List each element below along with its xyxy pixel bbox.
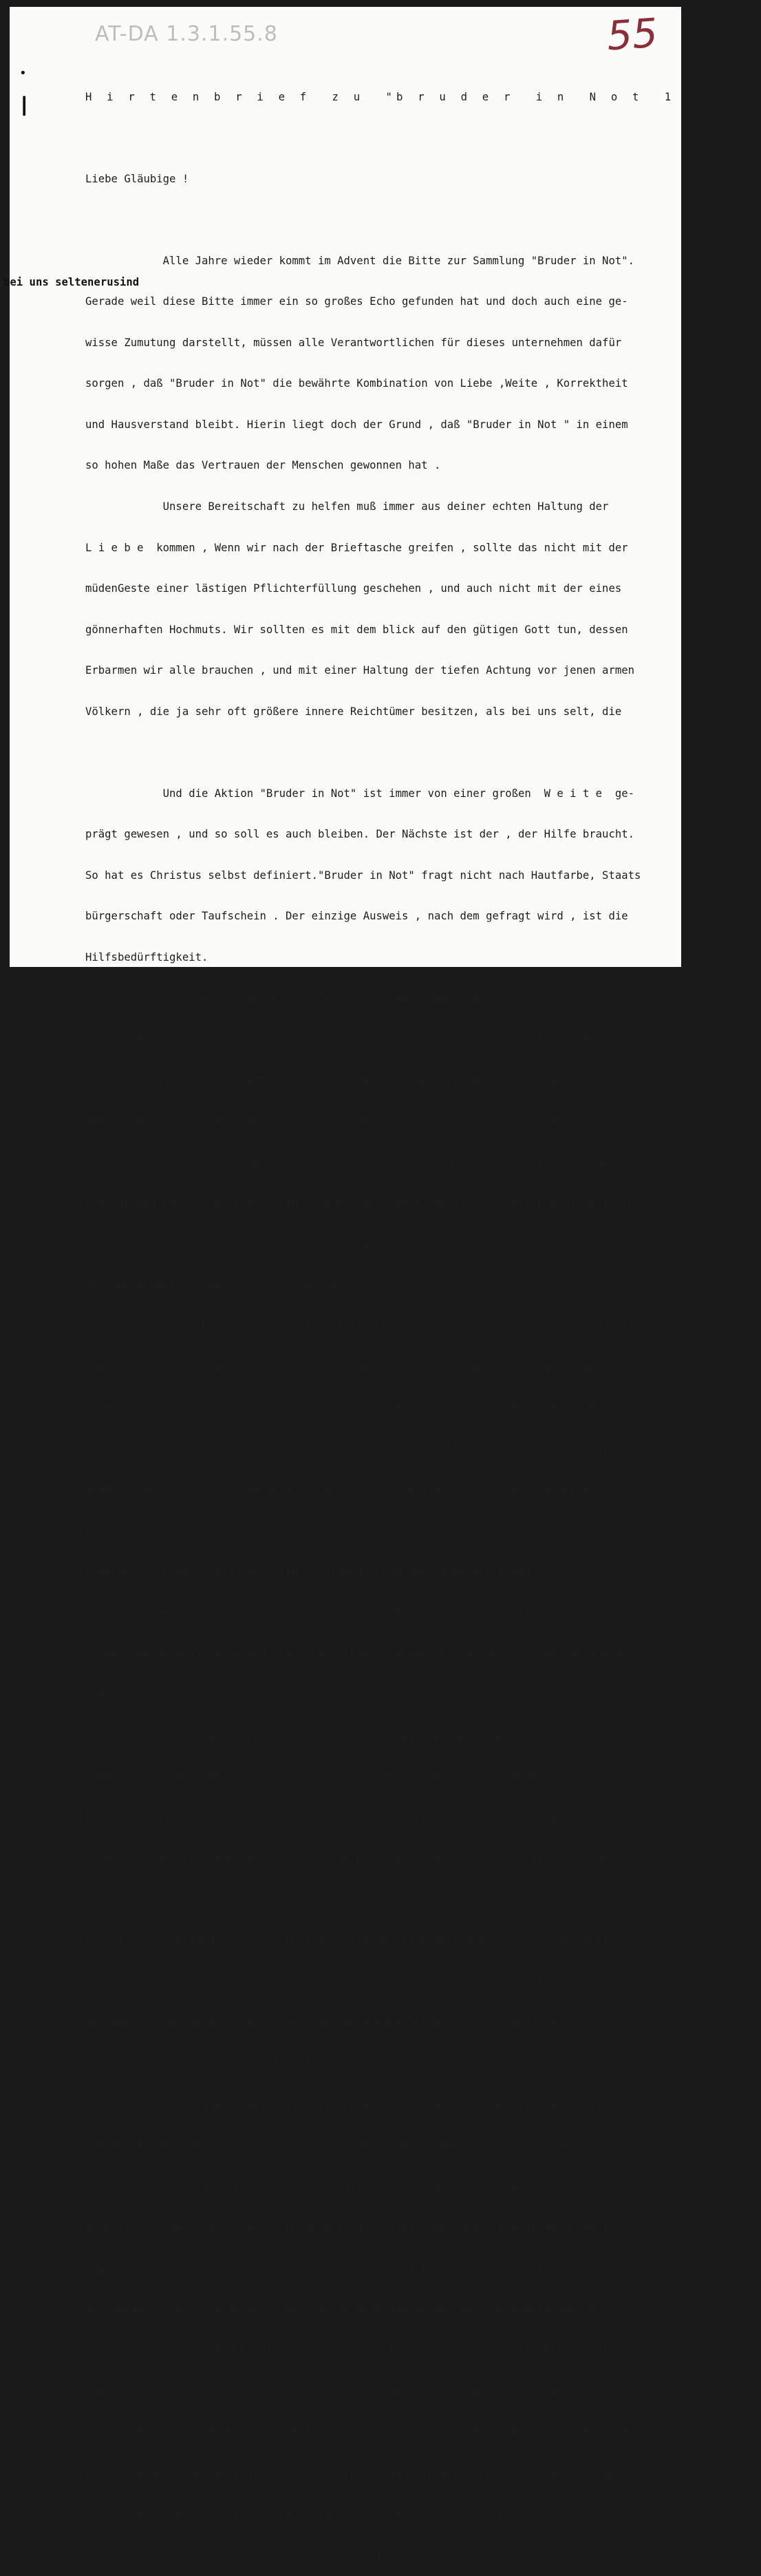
margin-mark: ┃: [19, 96, 30, 116]
text-line: Völkern , die ja sehr oft größere innere Reichtümer besitzen, als bei uns selt, die: [85, 705, 622, 718]
text-line: Hilfsbedürftigkeit.: [85, 950, 208, 964]
text-line: Überwachung der Mistellten Aufgaben geben soll. Wenn von Zeit zu Zeit Großprojekte in: [85, 1197, 634, 1210]
text-line: betreten wir übrigens die Spuren einer der großartigsten Frauen Tirols , der Mutter: [85, 1934, 622, 1947]
text-line: 1. Das erste Projekt betrifft Äthiopien . Es geht dabei um die Ausbildung: [85, 1729, 634, 1742]
salutation: Liebe Gläubige !: [85, 172, 189, 185]
text-line: Die beiden Herz-Jesu- Missionäre P. Hans Schmid und P. Hans Zangerle aus dem Paznaun: [85, 2139, 628, 2152]
text-line: mand die Anweisungen zed Handhabung lesen kann , weil es fast nur Analphabeten gibt.: [85, 1483, 628, 1496]
text-line: Provinz Shoa . Es ist eines der ärmsten Gebiete der Erde. 6o % der ungefähr eine Mil-: [85, 1811, 634, 1824]
text-line: Anna Dengel aus Steeg im Lechtal . Das genannte Spital , das ganz in ihrem Sinne im-: [85, 1975, 634, 1988]
text-line: So hat es Christus selbst definiert."Bruder in Not" fragt nicht nach Hautfarbe, Staats: [85, 869, 641, 882]
text-line: gönnerhaften Hochmuts. Wir sollten es mit dem blick auf den gütigen Gott tun, dessen: [85, 623, 628, 636]
text-line: sorgen , daß "Bruder in Not" die bewährte Kombination von Liebe ,Weite , Korrektheit: [85, 377, 628, 390]
text-line: Darum sind auch die heurigen Projekte vornehmlich nach diesen Gesichtspunkten ausge-: [85, 1647, 628, 1660]
text-line: Nordtirol . Über die sozialen Zustände in Brasilien sind nähere Erklärungen überflüs-: [85, 2221, 634, 2234]
text-line: die ja aus aller Welt zusammenfließen , sorgfältig geprüft werden, daß man nach der: [85, 1074, 622, 1087]
text-line: Und schließlich will diese Aktion Hilfe mit H a u s v e r s t a n d bie-: [85, 1319, 641, 1332]
text-line: und Hausverstand bleibt. Hierin liegt doch der Grund , daß "Bruder in Not " in einem: [85, 418, 628, 431]
text-line: ein Bildungszentrum , das von Katechistenausbildung bis Hygienekurs vom ABC -: [85, 2385, 583, 2398]
text-line: kosten wie ein Kirchendach oder nicht allzu große Orgel in Tirol .: [85, 2548, 512, 2562]
text-line: Das Attat- Hospital ist so etwas wie eine Insel der Hoffnung . Mit diesem Projekt: [85, 1893, 615, 1906]
text-line: besserung der Lage auf weite Sicht erreicht werden . Die Errichtung dieses Zentrums: [85, 2467, 622, 2480]
text-line: einheimischer Mitarbeiter im Kranken-und Gesundheitsdienst in einem Hospital in der: [85, 1770, 622, 1783]
text-line: sich selber zu helfen . Das ist der Grund , warum Schulungsprojekte in den Vorder-: [85, 1401, 615, 1414]
overtyped-stray-text: bei uns seltenerusind: [3, 276, 140, 288]
text-line: Gerade weil diese Bitte immer ein so großes Echo gefunden hat und doch auch eine ge-: [85, 295, 628, 308]
text-line: aus den Bruder-in -Not-Mitteln finanziert .: [85, 1279, 363, 1292]
text-line: nisse des Großteils der Bevölkerung . Und auch hier ist das wichtigste Erfordernis: [85, 2343, 615, 2356]
text-line: mat bekannt . Auch in Belmonte geht es um eine Hebung der menschenunwürdigen Verhält-: [85, 2303, 634, 2316]
text-line: ungenützt ,wenn es kein geschultes Personal für Pflege und Gesundheitsdienst gibt.: [85, 1606, 615, 1619]
text-line: Aufwand gelten muß , und daß es auch eine wirksame , wenn auch nicht mißtrauische: [85, 1156, 609, 1169]
text-line: ten . In besonderer Weise wird also Hilfe bevorzugt , die die Bedürftigen befähigt ,: [85, 1361, 628, 1374]
margin-mark: •: [19, 66, 27, 81]
text-line: lion zählenden Einwohner müssen mit einem Monatseinkommen von loo Schilling leben.: [85, 1852, 622, 1865]
archive-reference-stamp: AT-DA 1.3.1.55.8: [95, 22, 278, 46]
text-line: Übersee überprüft werden , dann werden übrigens die Reisekosten des Fachmannes nicht: [85, 1237, 634, 1250]
text-line: prägt gewesen , und so soll es auch bleiben. Der Nächste ist der , der Hilfe braucht.: [85, 828, 634, 841]
text-line: für die Riesenpfarre wird übrigens etwa so viel kosten wie eine besche: [85, 2508, 538, 2521]
text-line: mer mehr von einheimischen Fachkräften übernommen werden soll, wird von den missions-: [85, 2016, 634, 2029]
text-line: möglichen Eigenleistung der Betroffenen fragt , daß für die Verwaltung der sparsamste: [85, 1114, 634, 1127]
text-line: Unsere Bereitschaft zu helfen muß immer aus deiner echten Haltung der: [85, 500, 609, 513]
text-line: Und die Aktion "Bruder in Not" ist immer von einer großen W e i t e ge-: [85, 787, 634, 800]
text-line: Ein Punkt , auf den die Spender mit Recht wert legen , ist die K o r: [85, 992, 609, 1005]
blank-line: [85, 213, 674, 227]
text-line: so hohen Maße das Vertrauen der Menschen gewonnen hat .: [85, 459, 441, 472]
text-line: Erbarmen wir alle brauchen , und mit einer Haltung der tiefen Achtung vor jenen armen: [85, 664, 634, 677]
text-line: Es bringt nicht sehr viel , Getreide zu verteilen , wenn verbesserte Anbaumethoden: [85, 1524, 615, 1537]
text-line: wisse Zumutung darstellt, müssen alle Verantwortlichen für dieses unternehmen dafür: [85, 336, 622, 349]
text-line: unbekannt bleiben , die teuersten Instrumente und Medikamente bleiben: [85, 1565, 531, 1578]
blank-line: [85, 131, 674, 145]
text-line: arbeiten in der Pfarre Belmonte, in Brasilien . die Pfarrei ist etwa halb so groß wie: [85, 2180, 634, 2193]
handwritten-page-number: 55: [605, 9, 660, 60]
text-line: grund rücken . Es nützt wenig , Maschinen oder Pumpen zu liefern , wenn drüben nie-: [85, 1443, 622, 1456]
text-line: Unterricht bis zum Nähkurs alle Hilfen bieten soll. Nur auf diese Weise kann eine Ver-: [85, 2425, 641, 2438]
text-line: ärztlichen Schwestern geleitet , die sie gegründet hat .: [85, 2057, 447, 2070]
typed-letter-body: [85, 63, 761, 2576]
text-line: müdenGeste einer lästigen Pflichterfüllung geschehen , und auch nicht mit der eines: [85, 582, 622, 595]
text-line: wählt.: [85, 1688, 125, 1701]
text-line: r e k t h e i t des Unternehmens "Bruder in Not" . Das heißt , daß alle Projekte ,: [85, 1032, 622, 1045]
letter-title: H i r t e n b r i e f z u "b r u d e r i n N o t 1 9 8 5 ": [85, 90, 761, 103]
text-line: Alle Jahre wieder kommt im Advent die Bitte zur Sammlung "Bruder in Not".: [85, 254, 634, 267]
text-line: bürgerschaft oder Taufschein . Der einzige Ausweis , nach dem gefragt wird , ist die: [85, 910, 628, 923]
text-line: sig . Bischof Kräutler sowie die Kardinäle Arns und Lorscheiter sind in unserer Hei-: [85, 2261, 628, 2275]
text-line: L i e b e kommen , Wenn wir nach der Brieftasche greifen , sollte das nicht mit der: [85, 541, 628, 554]
text-line: 2. Auch das zweite Projekt schlägt eine Brücke zu zwei Tiroler Missionären: [85, 2098, 641, 2111]
